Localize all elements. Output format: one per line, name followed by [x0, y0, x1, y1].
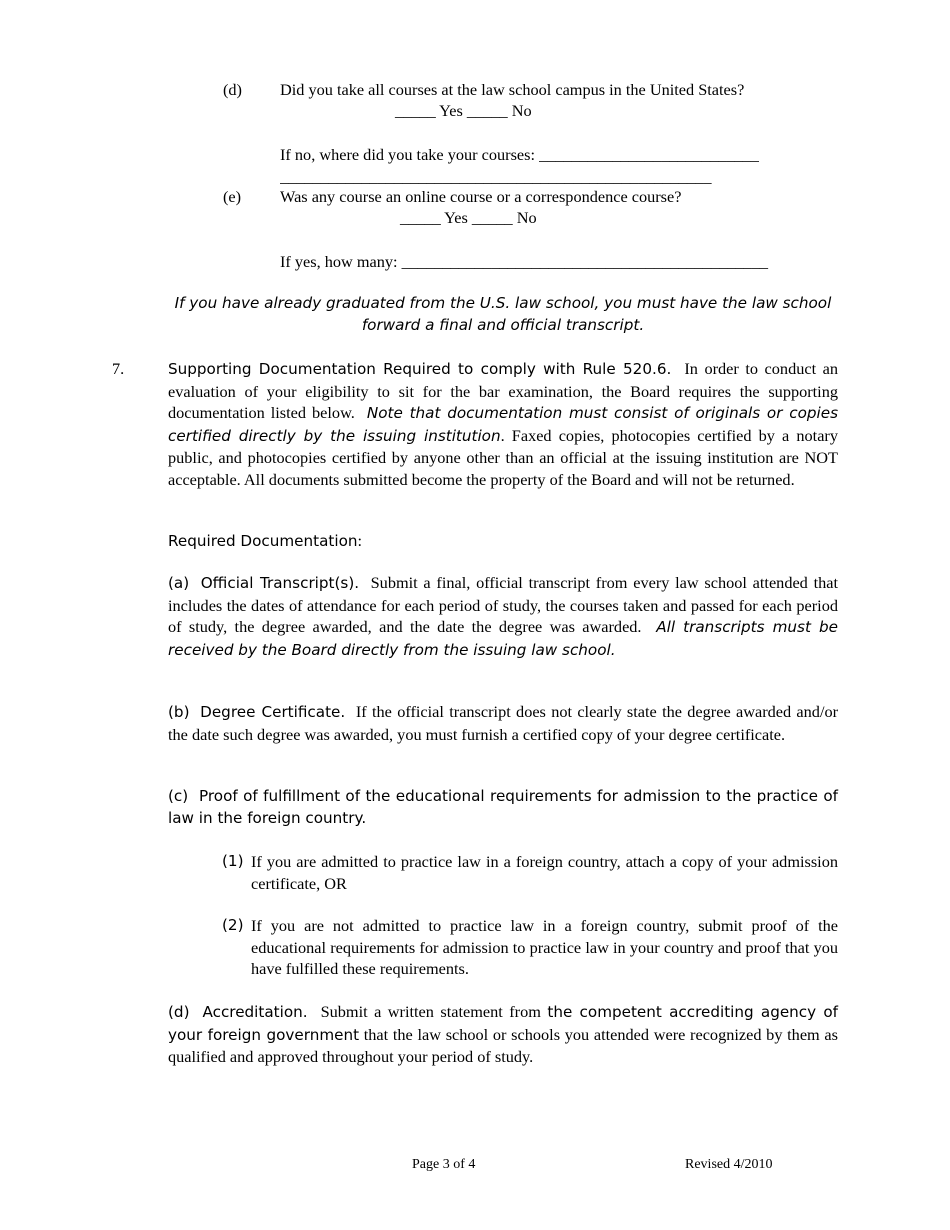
doc-c1-label: (1) — [222, 852, 244, 870]
doc-c2-label: (2) — [222, 916, 244, 934]
section-7-heading: Supporting Documentation Required to comply with Rule 520.6. — [168, 360, 672, 378]
item-e-followup — [280, 251, 768, 273]
doc-c1-text: If you are admitted to practice law in a foreign country, attach a copy of your admission certificate, OR — [251, 852, 838, 893]
section-7-number: 7. — [112, 359, 125, 378]
item-e-yes-no[interactable]: _____ Yes _____ No — [400, 208, 537, 227]
section-7-note: Note that documentation must consist of originals or copies certified directly by the issuing institution — [168, 404, 838, 445]
doc-d-agency: the competent accrediting agency of your foreign government — [168, 1003, 839, 1044]
item-e-followup-label: If yes, how many: — [280, 252, 398, 271]
item-d-followup — [280, 144, 759, 166]
doc-a-title: Official Transcript(s). — [200, 574, 360, 592]
item-d-followup-label: If no, where did you take your courses: — [280, 145, 535, 164]
doc-d-text2: that the law school or schools you attended were recognized by them as qualified and approved throughout your period of study. — [168, 1024, 838, 1066]
item-d-followup-blank[interactable]: ___________________________ — [539, 145, 759, 164]
required-documentation-label: Required Documentation — [168, 532, 358, 550]
doc-c-label: (c) — [168, 787, 189, 805]
doc-a-text: Submit a final, official transcript from every law school attended that includes the dates of attendance for each period of study, the courses taken and passed for each period of study, the degree awarded, and the date the degree was awarded. — [168, 573, 839, 636]
graduated-note — [168, 293, 838, 336]
doc-a-label: (a) — [168, 574, 190, 592]
graduated-note-line1: If you have already graduated from the U.S. law school, you must have the law school — [174, 294, 832, 312]
item-d-yes-no[interactable]: _____ Yes _____ No — [395, 101, 532, 120]
doc-d-title: Accreditation. — [202, 1003, 308, 1021]
doc-d-label: (d) — [168, 1003, 190, 1021]
graduated-note-line2: forward a final and official transcript. — [361, 315, 645, 334]
doc-a-transcript — [168, 572, 838, 661]
item-e-followup-blank[interactable]: _____________________________________________ — [401, 252, 768, 271]
footer-revised: Revised 4/2010 — [685, 1157, 773, 1172]
required-documentation-colon: : — [357, 531, 363, 550]
section-7-intro — [168, 358, 838, 490]
item-e-label: (e) — [223, 187, 242, 206]
doc-c-proof — [168, 786, 838, 829]
section-7-rest: . Faxed copies, photocopies certified by a notary public, and photocopies certified by anyone other than an official at the issuing institution are NOT acceptable. All documents submitted become the property of the Board and will not be returned. — [168, 425, 838, 489]
doc-b-text: If the official transcript does not clearly state the degree awarded and/or the date such degree was awarded, you must furnish a certified copy of your degree certificate. — [168, 702, 839, 744]
doc-c-title: Proof of fulfillment of the educational requirements for admission to the practice of law in the foreign country. — [168, 787, 839, 827]
section-7-intro-text: In order to conduct an evaluation of your eligibility to sit for the bar examination, the Board requires the supporting documentation listed below. — [168, 359, 838, 422]
doc-b-degree — [168, 701, 838, 745]
item-e-question: Was any course an online course or a correspondence course? — [280, 187, 682, 206]
item-d-label: (d) — [223, 80, 242, 99]
doc-d-accreditation — [168, 1001, 838, 1068]
doc-b-label: (b) — [168, 703, 190, 721]
doc-a-italic: All transcripts must be received by the Board directly from the issuing law school. — [168, 618, 839, 659]
doc-c2-text: If you are not admitted to practice law in a foreign country, submit proof of the educational requirements for admission to practice law in your country and proof that you have fulfilled these requirements. — [251, 916, 838, 978]
doc-b-title: Degree Certificate. — [200, 703, 346, 721]
item-d-followup-blank-2[interactable]: _____________________________________________________ — [280, 167, 712, 186]
item-d-question: Did you take all courses at the law school campus in the United States? — [280, 80, 745, 99]
doc-d-text1: Submit a written statement from — [320, 1002, 541, 1021]
footer-page-number: Page 3 of 4 — [412, 1157, 476, 1172]
required-documentation-heading — [168, 530, 362, 553]
